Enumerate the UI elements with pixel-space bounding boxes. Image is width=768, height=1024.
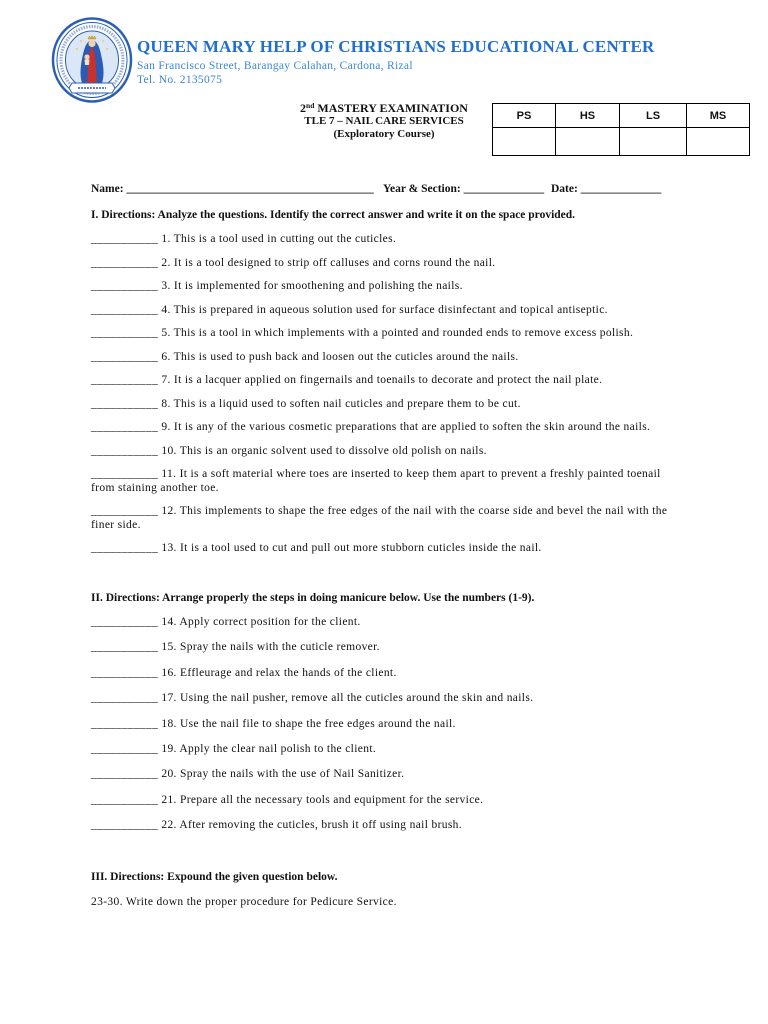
step-text: 22. After removing the cuticles, brush it off using nail brush. (161, 819, 463, 832)
question-text: 8. This is a liquid used to soften nail cuticles and prepare them to be cut. (161, 397, 521, 410)
score-table-value-row (493, 128, 750, 156)
answer-blank: ___________ (91, 256, 159, 269)
step-text: 19. Apply the clear nail polish to the client. (161, 742, 377, 755)
question-item-9 (91, 421, 677, 435)
exam-title-block (284, 101, 484, 140)
score-header-hs: HS (556, 104, 620, 128)
step-item-19 (91, 743, 677, 757)
school-name: QUEEN MARY HELP OF CHRISTIANS EDUCATIONAL CENTER (137, 37, 655, 56)
child-figure (84, 54, 89, 59)
exam-course: (Exploratory Course) (333, 127, 435, 140)
score-table-header-row (493, 104, 750, 128)
question-item-2 (91, 257, 677, 271)
part-3-question: 23-30. Write down the proper procedure for Pedicure Service. (91, 896, 397, 908)
question-text: 10. This is an organic solvent used to dissolve old polish on nails. (161, 444, 487, 457)
step-text: 18. Use the nail file to shape the free edges around the nail. (161, 717, 456, 730)
question-item-13 (91, 542, 677, 556)
name-field: Name: ___________________________________________ (91, 183, 374, 195)
question-text: 11. It is a soft material where toes are inserted to keep them apart to prevent a freshly painted toenail from staining another toe. (91, 468, 661, 494)
exam-title-text: MASTERY EXAMINATION (317, 101, 468, 115)
score-header-ls: LS (620, 104, 687, 128)
answer-blank: ___________ (91, 303, 159, 316)
answer-blank: ___________ (91, 616, 159, 628)
answer-blank: ___________ (91, 327, 159, 339)
school-seal-icon (51, 17, 133, 103)
answer-blank: ___________ (91, 666, 159, 679)
question-item-12 (91, 505, 677, 532)
answer-blank: ___________ (91, 793, 159, 806)
question-item-8 (91, 398, 677, 412)
question-text: 3. It is implemented for smoothening and polishing the nails. (161, 280, 463, 292)
question-item-6 (91, 351, 677, 365)
part-2-step-list (91, 616, 677, 845)
student-info-row (0, 182, 768, 196)
step-item-15 (91, 641, 677, 655)
question-text: 13. It is a tool used to cut and pull out more stubborn cuticles inside the nail. (161, 542, 542, 554)
score-cell-ls (620, 128, 687, 156)
answer-blank: ___________ (91, 542, 159, 554)
mary-face (88, 40, 95, 47)
question-text: 12. This implements to shape the free edges of the nail with the coarse side and bevel the nail with the finer side. (91, 505, 668, 531)
question-text: 4. This is prepared in aqueous solution used for surface disinfectant and topical antiseptic. (161, 303, 608, 316)
score-cell-hs (556, 128, 620, 156)
date-field: Date: ______________ (551, 183, 662, 195)
answer-blank: ___________ (91, 717, 159, 730)
step-text: 17. Using the nail pusher, remove all the cuticles around the skin and nails. (161, 692, 534, 705)
question-text: 7. It is a lacquer applied on fingernails and toenails to decorate and protect the nail plate. (161, 374, 603, 386)
question-item-11 (91, 468, 677, 495)
step-text: 14. Apply correct position for the client. (161, 616, 361, 628)
step-item-18 (91, 718, 677, 732)
question-item-7 (91, 374, 677, 388)
part-1-question-list (91, 233, 677, 566)
exam-subject: TLE 7 – NAIL CARE SERVICES (304, 115, 464, 127)
exam-ordinal: 2 (300, 101, 307, 115)
step-text: 20. Spray the nails with the use of Nail Sanitizer. (161, 768, 405, 781)
school-address: San Francisco Street, Barangay Calahan, Cardona, Rizal (137, 60, 413, 72)
exam-ordinal-suffix: nd (306, 101, 315, 110)
exam-title (284, 101, 484, 115)
question-text: 5. This is a tool in which implements with a pointed and rounded ends to remove excess polish. (161, 327, 634, 339)
year-section-field: Year & Section: ______________ (383, 183, 545, 195)
part-2-directions: II. Directions: Arrange properly the steps in doing manicure below. Use the numbers (1-9). (91, 592, 535, 604)
score-header-ps: PS (493, 104, 556, 128)
answer-blank: ___________ (91, 350, 159, 363)
step-item-20 (91, 768, 677, 782)
answer-blank: ___________ (91, 641, 159, 654)
part-3-directions: III. Directions: Expound the given question below. (91, 871, 338, 883)
score-cell-ps (493, 128, 556, 156)
question-text: 9. It is any of the various cosmetic preparations that are applied to soften the skin around the nails. (161, 421, 651, 433)
answer-blank: ___________ (91, 768, 159, 781)
question-text: 1. This is a tool used in cutting out the cuticles. (161, 233, 397, 245)
answer-blank: ___________ (91, 468, 159, 480)
answer-blank: ___________ (91, 397, 159, 410)
step-text: 21. Prepare all the necessary tools and equipment for the service. (161, 793, 484, 806)
school-telephone: Tel. No. 2135075 (137, 74, 223, 86)
score-table (492, 103, 750, 156)
answer-blank: ___________ (91, 374, 159, 386)
answer-blank: ___________ (91, 819, 159, 832)
answer-blank: ___________ (91, 444, 159, 457)
score-cell-ms (687, 128, 750, 156)
step-item-17 (91, 692, 677, 706)
step-item-21 (91, 794, 677, 808)
question-item-3 (91, 280, 677, 294)
question-item-5 (91, 327, 677, 341)
step-item-16 (91, 667, 677, 681)
question-item-10 (91, 445, 677, 459)
question-item-1 (91, 233, 677, 247)
answer-blank: ___________ (91, 692, 159, 705)
step-text: 15. Spray the nails with the cuticle remover. (161, 641, 380, 654)
answer-blank: ___________ (91, 421, 159, 433)
answer-blank: ___________ (91, 280, 159, 292)
answer-blank: ___________ (91, 505, 159, 517)
step-item-22 (91, 819, 677, 833)
answer-blank: ___________ (91, 742, 159, 755)
step-text: 16. Effleurage and relax the hands of the client. (161, 666, 397, 679)
question-text: 6. This is used to push back and loosen out the cuticles around the nails. (161, 350, 519, 363)
score-header-ms: MS (687, 104, 750, 128)
question-text: 2. It is a tool designed to strip off calluses and corns round the nail. (161, 256, 496, 269)
question-item-4 (91, 304, 677, 318)
part-1-directions: I. Directions: Analyze the questions. Identify the correct answer and write it on the space provided. (91, 209, 576, 221)
step-item-14 (91, 616, 677, 630)
answer-blank: ___________ (91, 233, 159, 245)
